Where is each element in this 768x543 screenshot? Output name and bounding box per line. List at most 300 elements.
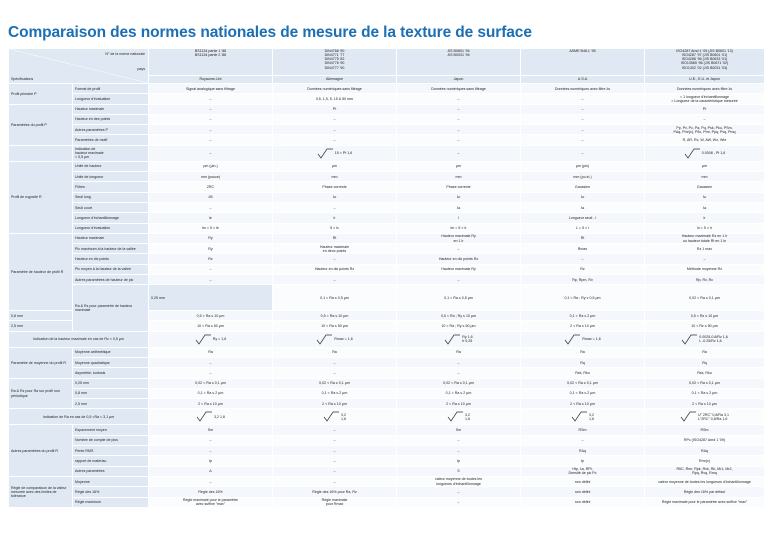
- table-corner: [9, 49, 149, 84]
- value-cell: –: [521, 104, 645, 114]
- value-cell: ln = 5 × lr: [645, 223, 765, 233]
- spec-label: Longueur d'évaluation: [73, 223, 149, 233]
- value-cell: –: [149, 275, 273, 285]
- spec-label: Seuil court: [73, 202, 149, 212]
- value-cell: µm: [273, 161, 397, 171]
- spec-label: Autres paramètres: [73, 466, 149, 476]
- table-row: [9, 264, 765, 274]
- value-cell: λs: [397, 202, 521, 212]
- value-cell: Phase correcte: [273, 182, 397, 192]
- corner-standard-label: N° de la norme nationale: [105, 52, 145, 56]
- spec-label: Filtres: [73, 182, 149, 192]
- group-label: Ra & Rz pour paramètre de hauteur maximale: [73, 285, 149, 331]
- value-cell: non défini: [521, 487, 645, 497]
- value-cell: RΔq: [521, 446, 645, 456]
- value-cell: µm (µin): [521, 161, 645, 171]
- value-cell: Htp, λa, RPt, Densité de pic Pc: [521, 466, 645, 476]
- table-row: [9, 285, 765, 311]
- value-cell: –: [521, 135, 645, 145]
- value-cell: –: [273, 446, 397, 456]
- value-cell: µm (µin.): [149, 161, 273, 171]
- value-cell: Phase correcte: [397, 182, 521, 192]
- value-cell: Données numériques sans filtrage: [397, 84, 521, 94]
- value-cell: –: [397, 244, 521, 254]
- value-cell: µm: [645, 161, 765, 171]
- value-cell: Rz 1 max: [645, 244, 765, 254]
- spec-label: 0,8 mm: [73, 388, 149, 398]
- symbol-text: U" 2RC" 0,8/Ra 3,1 L"2RC" 0,8/Ra 1,6: [698, 412, 729, 421]
- value-cell: valeur moyenne de toutes les longueurs d'échantillonnage: [645, 476, 765, 486]
- value-cell: Données numériques sans filtrage: [273, 84, 397, 94]
- group-label: Paramètre de moyenne du profil R: [9, 347, 73, 378]
- surface-symbol: [684, 151, 726, 155]
- value-cell: 0,02 < Ra ≤ 0,1 µm: [521, 378, 645, 388]
- spec-label: Autres paramètres P: [73, 125, 149, 135]
- spec-label: Longueur d'échantillonnage: [73, 213, 149, 223]
- value-cell: Rz: [149, 254, 273, 264]
- value-cell: l: [397, 213, 521, 223]
- value-cell: 2RC: [149, 182, 273, 192]
- spec-label: Espacement moyen: [73, 425, 149, 435]
- value-cell: Hauteur en dix points Rz: [273, 264, 397, 274]
- value-cell: Hauteur maximale Ry: [397, 264, 521, 274]
- value-cell: Rt: [273, 233, 397, 243]
- value-cell: –: [149, 94, 273, 104]
- value-cell: 0,5 < Ra ; Ry ≤ 10 µm: [397, 311, 521, 321]
- surface-symbol-icon: [680, 411, 696, 422]
- value-cell: 0,1 < Ra ≤ 2 µm: [149, 388, 273, 398]
- value-cell: Règle des 16% par défaut: [645, 487, 765, 497]
- value-cell: –: [397, 275, 521, 285]
- table-row: [9, 487, 765, 497]
- value-cell: [273, 409, 397, 425]
- surface-symbol: [444, 335, 473, 344]
- spec-label: 0,25 mm: [149, 285, 273, 311]
- table-row: [9, 388, 765, 398]
- value-cell: RδC, Rmr, Rpk, Rvk, Rk, Mr1, Mr2, Rpq, Rvq, Rmq: [645, 466, 765, 476]
- table-row: [9, 145, 765, 161]
- value-cell: –: [273, 425, 397, 435]
- value-cell: Rt: [521, 233, 645, 243]
- spec-label: rapport de matériau: [73, 456, 149, 466]
- spec-label: Unité de hauteur: [73, 161, 149, 171]
- symbol-text: Rmax = 1,6: [582, 337, 601, 342]
- standard-cell: ISO4287 Amd 1 '09 (JIS B0601 '13) ISO4287 '97 (JIS B0601 '01) ISO4288 '96 (JIS B0633 '01) ISO13565 '96 (JIS B0671 '02) ISO1302 '02 (JIS B0031 '03): [645, 49, 765, 76]
- value-cell: non défini: [521, 476, 645, 486]
- value-cell: 0,02 < Ra ≤ 0,1 µm: [645, 285, 765, 311]
- value-cell: Rq: [645, 357, 765, 367]
- surface-symbol-icon: [196, 411, 212, 422]
- table-row: [9, 233, 765, 243]
- table-row: [9, 213, 765, 223]
- surface-symbol: [680, 412, 729, 421]
- table-row: [9, 182, 765, 192]
- page-title: Comparaison des normes nationales de mesure de la texture de surface: [8, 24, 532, 41]
- value-cell: lm = 5 × le: [149, 223, 273, 233]
- value-cell: Ra: [521, 347, 645, 357]
- country-cell: U.E., E.U. et Japon: [645, 76, 765, 84]
- value-cell: 0,02 < Ra ≤ 0,1 µm: [397, 378, 521, 388]
- value-cell: 2 < Ra ≤ 10 µm: [645, 399, 765, 409]
- spec-label: Seuil long: [73, 192, 149, 202]
- value-cell: Hauteur en dix points Rz: [397, 254, 521, 264]
- surface-symbol-icon: [684, 148, 700, 159]
- value-cell: 0,1 < Ra ≤ 2 µm: [645, 388, 765, 398]
- value-cell: Gaussien: [645, 182, 765, 192]
- surface-symbol: [447, 412, 470, 421]
- value-cell: R, AR, Rx, W, AW, Wx, Wte: [645, 135, 765, 145]
- value-cell: –: [521, 94, 645, 104]
- value-cell: –: [521, 254, 645, 264]
- spec-label: 2,5 mm: [73, 399, 149, 409]
- value-cell: –: [273, 114, 397, 124]
- value-cell: –: [273, 466, 397, 476]
- value-cell: RPc (ISO4287 Amd 1 '09): [645, 435, 765, 445]
- value-cell: [521, 331, 645, 347]
- value-cell: Rmr(c): [645, 456, 765, 466]
- value-cell: λB: [149, 192, 273, 202]
- corner-country-label: pays: [137, 67, 145, 71]
- value-cell: valeur moyenne de toutes les longueurs d'échantillonnage: [397, 476, 521, 486]
- value-cell: –: [273, 275, 397, 285]
- symbol-text: 0.0025-0.8/Rz 1,6 L -0.25/Rz 1,6: [699, 335, 728, 344]
- value-cell: 0,02 < Ra ≤ 0,1 µm: [149, 378, 273, 388]
- symbol-text: 0.0008 - Pt 1,6: [701, 151, 726, 156]
- value-cell: Gaussien: [521, 182, 645, 192]
- value-cell: –: [149, 135, 273, 145]
- value-cell: tp: [397, 456, 521, 466]
- table-row: [9, 161, 765, 171]
- value-cell: –: [273, 202, 397, 212]
- standard-cell: ASME B46.1 '95: [521, 49, 645, 76]
- value-cell: Ra: [273, 347, 397, 357]
- country-cell: Royaume-Uni: [149, 76, 273, 84]
- spec-label: Hauteur maximale: [73, 104, 149, 114]
- surface-symbol-icon: [571, 411, 587, 422]
- spec-label: Pente RMS: [73, 446, 149, 456]
- surface-symbol-icon: [323, 411, 339, 422]
- surface-symbol: [316, 337, 352, 341]
- value-cell: –: [273, 135, 397, 145]
- value-cell: Règle maximale pour Rmax: [273, 497, 397, 507]
- value-cell: Rmax: [521, 244, 645, 254]
- spec-label: Asymétrie, kurtosis: [73, 368, 149, 378]
- group-label: Règle de comparaison de la valeur mesurée avec des limites de tolérance: [9, 476, 73, 507]
- value-cell: lr: [645, 213, 765, 223]
- symbol-text: 3,2 1,6: [465, 412, 470, 421]
- value-cell: Ra: [645, 347, 765, 357]
- value-cell: Règle des 16%: [149, 487, 273, 497]
- value-cell: RSm: [645, 425, 765, 435]
- value-cell: 5 × lc: [273, 223, 397, 233]
- table-row: [9, 368, 765, 378]
- value-cell: 0,1 < Ra ≤ 0,5 µm: [397, 285, 521, 311]
- value-cell: tp: [149, 456, 273, 466]
- value-cell: Ry: [149, 233, 273, 243]
- surface-symbol-icon: [444, 334, 460, 345]
- value-cell: –: [397, 135, 521, 145]
- value-cell: Règle des 16% pour Ra, Rz: [273, 487, 397, 497]
- value-cell: [645, 145, 765, 161]
- surface-symbol-icon: [447, 411, 463, 422]
- value-cell: Pt: [273, 104, 397, 114]
- spec-label: Règle maximum: [73, 497, 149, 507]
- value-cell: λc: [397, 192, 521, 202]
- surface-symbol-icon: [195, 334, 211, 345]
- value-cell: –: [397, 487, 521, 497]
- value-cell: 0,1 < Ra ≤ 2 µm: [273, 388, 397, 398]
- value-cell: Sm: [397, 425, 521, 435]
- value-cell: 2 < Ra ≤ 10 µm: [521, 399, 645, 409]
- value-cell: Rq: [521, 357, 645, 367]
- value-cell: λc: [273, 192, 397, 202]
- value-cell: [273, 145, 397, 161]
- value-cell: 2 < Ra ≤ 10 µm: [273, 399, 397, 409]
- value-cell: –: [149, 125, 273, 135]
- spec-label: Unité de longueur: [73, 172, 149, 182]
- symbol-text: 15 < Pt 1,6: [334, 151, 353, 156]
- table-row: [9, 244, 765, 254]
- value-cell: 0,5 < Ra ≤ 10 µm: [149, 311, 273, 321]
- table-row: [9, 435, 765, 445]
- table-row: [9, 399, 765, 409]
- value-cell: [645, 331, 765, 347]
- standard-cell: DIN4768 '90 DIN4771 '77 DIN4775 '82 DIN4776 '90 DIN4777 '90: [273, 49, 397, 76]
- value-cell: –: [397, 446, 521, 456]
- value-cell: Hauteur maximale Rz en 1 lr ou hauteur totale Rt en 1 ln: [645, 233, 765, 243]
- surface-symbol: [571, 412, 594, 421]
- value-cell: mm: [645, 172, 765, 182]
- value-cell: Règle maximale pour le paramètre avec suffixe "max": [149, 497, 273, 507]
- symbol-text: Rmax = 1,6: [334, 337, 353, 342]
- surface-symbol-icon: [681, 334, 697, 345]
- surface-symbol: [681, 335, 728, 344]
- value-cell: Ra: [397, 347, 521, 357]
- value-cell: [397, 331, 521, 347]
- standard-cell: JIS B0601 '94 JIS B0031 '94: [397, 49, 521, 76]
- table-row: [9, 135, 765, 145]
- table-row: [9, 275, 765, 285]
- value-cell: –: [149, 435, 273, 445]
- value-cell: –: [149, 145, 273, 161]
- symbol-text: 3,2 1,6: [214, 414, 225, 419]
- value-cell: –: [645, 254, 765, 264]
- spec-label: Pic moyen à la hauteur de la vallée: [73, 264, 149, 274]
- table-row: [9, 94, 765, 104]
- value-cell: 0,1 < Ra ≤ 2 µm: [397, 388, 521, 398]
- value-cell: mm (po.in.): [521, 172, 645, 182]
- value-cell: Méthode moyenne Rz: [645, 264, 765, 274]
- table-row: [9, 202, 765, 212]
- value-cell: Règle maximale pour le paramètre avec suffixe "max": [645, 497, 765, 507]
- spec-label: Moyenne: [73, 476, 149, 486]
- value-cell: –: [397, 368, 521, 378]
- table-row: [9, 104, 765, 114]
- group-label: Paramètres du profil P: [9, 104, 73, 145]
- value-cell: 0,1 < Ra ≤ 2 µm: [521, 388, 645, 398]
- value-cell: Données numériques avec filtre λs: [521, 84, 645, 94]
- value-cell: –: [397, 145, 521, 161]
- value-cell: –: [149, 114, 273, 124]
- value-cell: S: [397, 466, 521, 476]
- spec-label: 2,5 mm: [9, 321, 73, 331]
- spec-label: 0,25 mm: [73, 378, 149, 388]
- value-cell: Δ: [149, 466, 273, 476]
- spec-label: Paramètres de motif: [73, 135, 149, 145]
- value-cell: –: [273, 368, 397, 378]
- value-cell: lm = 5 × lr: [397, 223, 521, 233]
- value-cell: Données numériques avec filtre λs: [645, 84, 765, 94]
- country-cell: U.S.A: [521, 76, 645, 84]
- group-label: Autres paramètres du profil R: [9, 425, 73, 476]
- table-row: [9, 192, 765, 202]
- value-cell: Sm: [149, 425, 273, 435]
- group-label: Indication de la hauteur maximale en cas de Rz < 0,5 µm: [9, 331, 149, 347]
- surface-symbol-icon: [564, 334, 580, 345]
- value-cell: Longueur seuil - l: [521, 213, 645, 223]
- value-cell: 2 < Ra ≤ 10 µm: [149, 399, 273, 409]
- symbol-text: 3,2 1,6: [589, 412, 594, 421]
- symbol-text: Ry = 1,6: [212, 337, 227, 342]
- table-row: [9, 409, 765, 425]
- spec-label: Nombre de compte de pics: [73, 435, 149, 445]
- surface-symbol-icon: [316, 334, 332, 345]
- table-row: [9, 223, 765, 233]
- value-cell: –: [645, 114, 765, 124]
- value-cell: λs: [521, 202, 645, 212]
- spec-label: Longueur d'évaluation: [73, 94, 149, 104]
- value-cell: Pp, Pv, Pc, Pa, Pq, Psk, Pku, PSm, PΔq, Pmr(c), Pδc, Pmr, Ppq, Pvq, Pmq: [645, 125, 765, 135]
- value-cell: 10 < Ra ; Ry ≤ 50 µm: [397, 321, 521, 331]
- value-cell: –: [397, 435, 521, 445]
- value-cell: –: [273, 357, 397, 367]
- value-cell: 0,1 < Ra ≤ 0,5 µm: [273, 285, 397, 311]
- value-cell: –: [149, 476, 273, 486]
- table-row: [9, 357, 765, 367]
- value-cell: [273, 331, 397, 347]
- value-cell: RΔq: [645, 446, 765, 456]
- header-row: [9, 49, 765, 76]
- surface-symbol: [564, 337, 600, 341]
- spec-label: Hauteur en dix points: [73, 254, 149, 264]
- value-cell: –: [149, 368, 273, 378]
- table-row: [9, 466, 765, 476]
- value-cell: –: [149, 357, 273, 367]
- table-row: [9, 84, 765, 94]
- table-row: [9, 378, 765, 388]
- spec-label: Format de profil: [73, 84, 149, 94]
- value-cell: –: [397, 114, 521, 124]
- spec-label: Moyenne arithmétique: [73, 347, 149, 357]
- value-cell: –: [273, 435, 397, 445]
- table-row: [9, 456, 765, 466]
- value-cell: 0,5 < Rz ≤ 10 µm: [645, 311, 765, 321]
- value-cell: –: [521, 435, 645, 445]
- value-cell: 0,5, 1,5, 5, 15 & 50 mm: [273, 94, 397, 104]
- surface-symbol: [323, 412, 346, 421]
- value-cell: Pt: [645, 104, 765, 114]
- value-cell: Rp, Rv, Rc: [645, 275, 765, 285]
- value-cell: non défini: [521, 497, 645, 507]
- value-cell: 0,02 < Ra ≤ 0,1 µm: [273, 378, 397, 388]
- value-cell: –: [273, 476, 397, 486]
- value-cell: Rp, Rpm, Rv: [521, 275, 645, 285]
- table-body: [9, 49, 765, 508]
- table-row: [9, 331, 765, 347]
- group-label: Profil de rugosité R: [9, 161, 73, 233]
- spec-label: 0,8 mm: [9, 311, 73, 321]
- table-row: [9, 446, 765, 456]
- group-label: [9, 145, 73, 161]
- value-cell: 10 < Ra ≤ 50 µm: [273, 321, 397, 331]
- group-label: Profil primaire P: [9, 84, 73, 105]
- value-cell: = 1 longueur d'échantillonnage = Longueur de la caractéristique mesurée: [645, 94, 765, 104]
- surface-symbol: [196, 415, 225, 419]
- surface-symbol-icon: [317, 148, 333, 159]
- value-cell: –: [149, 264, 273, 274]
- group-label: Paramètre de hauteur de profil R: [9, 233, 73, 310]
- value-cell: Ry: [149, 244, 273, 254]
- value-cell: –: [273, 456, 397, 466]
- table-row: [9, 476, 765, 486]
- value-cell: mm: [273, 172, 397, 182]
- country-cell: Allemagne: [273, 76, 397, 84]
- value-cell: Hauteur maximale Ry en 1 lr: [397, 233, 521, 243]
- value-cell: –: [521, 114, 645, 124]
- value-cell: –: [273, 125, 397, 135]
- table-row: [9, 254, 765, 264]
- value-cell: –: [521, 125, 645, 135]
- spec-label: Moyenne quadratique: [73, 357, 149, 367]
- value-cell: tp: [521, 456, 645, 466]
- value-cell: [397, 409, 521, 425]
- value-cell: λs: [645, 202, 765, 212]
- table-row: [9, 425, 765, 435]
- surface-symbol: [195, 337, 226, 341]
- value-cell: 2 < Ra ≤ 10 µm: [521, 321, 645, 331]
- value-cell: –: [397, 125, 521, 135]
- value-cell: –: [397, 104, 521, 114]
- value-cell: λc: [521, 192, 645, 202]
- value-cell: 0,5 < Ra ≤ 10 µm: [273, 311, 397, 321]
- value-cell: Hauteur maximale en deux points: [273, 244, 397, 254]
- value-cell: –: [149, 202, 273, 212]
- value-cell: –: [397, 497, 521, 507]
- value-cell: –: [397, 94, 521, 104]
- value-cell: –: [149, 104, 273, 114]
- value-cell: mm (pouce): [149, 172, 273, 182]
- value-cell: –: [397, 357, 521, 367]
- surface-symbol: [317, 151, 352, 155]
- spec-label: Pic maximum à la hauteur de la vallée: [73, 244, 149, 254]
- standards-table: [8, 48, 765, 508]
- standard-cell: BS1134 partie 1 '88 BS1134 partie 2 '88: [149, 49, 273, 76]
- value-cell: 0,1 < Ra ; Ry ≤ 0,5 µm: [521, 285, 645, 311]
- spec-label: Règle des 16%: [73, 487, 149, 497]
- value-cell: Rsk, Rku: [645, 368, 765, 378]
- value-cell: [645, 409, 765, 425]
- symbol-text: 3,2 1,6: [341, 412, 346, 421]
- country-cell: Japon: [397, 76, 521, 84]
- value-cell: λc: [645, 192, 765, 202]
- table-row: [9, 497, 765, 507]
- value-cell: le: [149, 213, 273, 223]
- value-cell: lr: [273, 213, 397, 223]
- table-row: [9, 347, 765, 357]
- value-cell: Rsk, Rku: [521, 368, 645, 378]
- value-cell: [149, 409, 273, 425]
- value-cell: mm: [397, 172, 521, 182]
